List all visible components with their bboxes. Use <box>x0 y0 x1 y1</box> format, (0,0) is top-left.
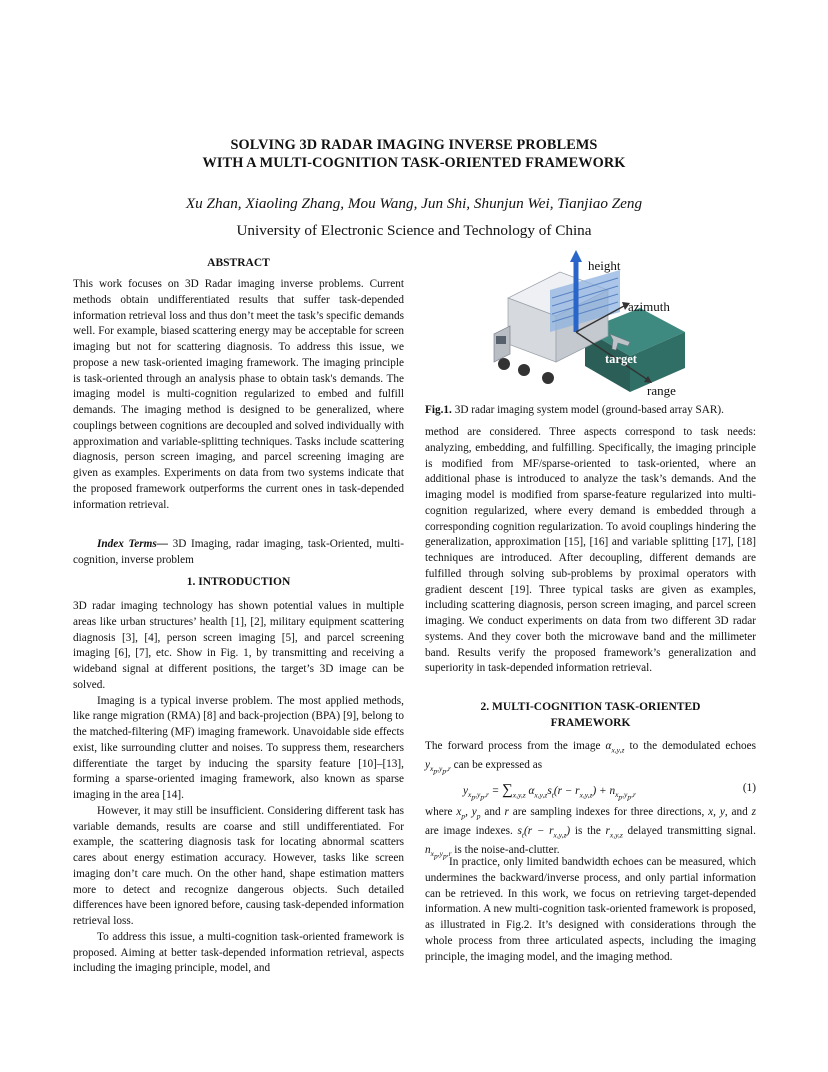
s2p2-part-d: , and <box>724 806 752 818</box>
title-line-1: SOLVING 3D RADAR IMAGING INVERSE PROBLEMS <box>230 137 598 153</box>
equation-1-number: (1) <box>742 782 756 794</box>
radar-system-illustration <box>490 250 690 398</box>
section-2-heading-line-1: 2. MULTI-COGNITION TASK-ORIENTED <box>480 701 701 713</box>
author-list: Xu Zhan, Xiaoling Zhang, Mou Wang, Jun Shi, Shunjun Wei, Tianjiao Zeng <box>185 195 643 212</box>
label-height: height <box>588 258 621 273</box>
abstract-text: This work focuses on 3D Radar imaging inverse problems. Current methods obtain undifferentiated results that suffer task-depended information retrieval loss and thus don’t meet the task’s specific demands well. For example, biased scattering energy may be acceptable for screen imaging but not for scattering diagnosis. To address this issue, we propose a new task-oriented imaging framework. The imaging principle is task-oriented through an analysis phase to obtain task's demands. The imaging model is multi-cognition regularized to embed and fulfill demands. The imaging method is designed to be generalized, where couplings between cognitions are decoupled and solved individually with approximation and variable-splitting techniques. Tasks include scattering diagnosis, person screen imaging, and parcel screening imaging are given as examples. Experiments on data from two systems indicate that the proposed framework outperforms the current ones in task-depended information retrieval. <box>73 278 404 511</box>
s2p2-part-f: is the <box>570 825 606 837</box>
s2p1-part-b: to the demodulated echoes <box>624 740 756 752</box>
s2p2-part-e: are image indexes. <box>425 825 518 837</box>
s2p3-text: In practice, only limited bandwidth echoes can be measured, which undermines the backward/inverse process, and only partial information can be retrieved. In this work, we focus on retrieving target-depended information. A new multi-cognition task-oriented framework is proposed, as illustrated in Fig.2. It’s designed with considerations through the whole process from three articulated aspects, including the imaging principle, the imaging model, and the imaging method. <box>425 856 756 963</box>
math-xp-yp: $x_p$, $y_p$ <box>456 806 481 821</box>
paper-title <box>0 136 828 172</box>
intro-paragraph-3: However, it may still be insufficient. Considering different task has variable demands, results are coarse and still undifferentiated. For example, the scattering diagnosis task for locating abnormal scatters cares about energy estimation accuracy. However, tasks like screen imaging don’t care much. On the other hand, shape estimation matters more to detect and recognize dangerous objects. Such detailed differences have been ignored before, causing task-depended information retrieval loss. <box>73 804 404 927</box>
label-target: target <box>605 352 637 366</box>
intro-paragraph-1: 3D radar imaging technology has shown potential values in multiple areas like urban structures’ health [1], [2], military equipment scattering diagnosis [3], [4], person screen imaging [5], and parcel screening imaging [6], [7], etc. Show in Fig. 1, by transmitting and receiving a wideband signal at different positions, the target’s 3D image can be solved. <box>73 600 404 691</box>
section-2-heading-line-2: FRAMEWORK <box>550 716 631 729</box>
intro-paragraph-5: method are considered. Three aspects correspond to task needs: analyzing, embedding, and fulfilling. Specifically, the imaging principle is modified from MF/sparse-oriented to task-oriented, where an additional phase is introduced to analyze the task’s demands. And the imaging model is modified from sparse-feature regularized into multi-cognition regularized, where every demand is embedded through a corresponding cognition regularization. To avoid couplings hindering the generalization, approximation [15], [16] and variable splitting [17], [18] techniques are introduced. After decoupling, different demands are fulfilled through solving sub-problems by proximal operators with gradient descent [19]. Three typical tasks are given as examples, including scattering diagnosis, person screen imaging, and parcel screen imaging. We conduct experiments on data from two different 3D radar systems. And they cover both the microwave band and the millimeter band. Results verify the proposed framework’s generalization and superiority in task-depended information retrieval. <box>425 426 756 675</box>
section-2-heading <box>425 700 756 732</box>
math-r: r <box>504 806 509 818</box>
section-2-paragraph-3 <box>425 855 756 965</box>
section-1-heading: 1. INTRODUCTION <box>186 576 291 588</box>
s2p2-part-h: is the noise-and-clutter. <box>451 844 560 856</box>
index-terms-text: 3D Imaging, radar imaging, task-Oriented, multi-cognition, inverse problem <box>73 538 404 566</box>
equation-1-expression: $y_{x_p,y_p,r} = \sum_{x,y,z}$ $\alpha_{x,y,z}s_t(r - r_{x,y,z}) + n_{x_p,y_p,r}$ <box>463 782 636 802</box>
intro-paragraph-2: Imaging is a typical inverse problem. The most applied methods, like range migration (RMA) [8] and back-projection (BPA) [9], belong to the matched-filtering (MF) imaging framework. Unavoidable side effects exist, like surrounding clutter and noises. To suppress them, researchers differentiate the target by inducing the sparsity feature [10]–[13], forming a sparse-oriented imaging framework, also known as sparse imaging in the area [14]. <box>73 694 404 801</box>
introduction-body <box>73 599 404 977</box>
intro-paragraph-4: To address this issue, a multi-cognition task-oriented framework is proposed. Aiming at better task-depended information retrieval, aspects including the imaging principle, model, and <box>73 930 404 975</box>
figure-1-caption-text: 3D radar imaging system model (ground-based array SAR). <box>451 404 724 416</box>
s2p1-part-c: can be expressed as <box>450 759 543 771</box>
math-rxyz: $r_{x,y,z}$ <box>605 825 623 840</box>
math-y-echo: $y_{x_p,y_p,r}$ <box>425 759 451 776</box>
math-noise: $n_{x_p,y_p,r}$ <box>425 844 452 861</box>
math-z: z <box>751 806 756 818</box>
figure-1-caption <box>425 403 765 418</box>
right-column-intro-cont <box>425 425 756 677</box>
math-alpha-xyz: $\alpha_{x,y,z}$ <box>605 740 625 755</box>
label-range: range <box>647 383 676 398</box>
equation-1 <box>425 780 756 804</box>
s2p2-part-b: and <box>480 806 505 818</box>
abstract-heading: ABSTRACT <box>207 257 270 269</box>
s2p2-part-g: delayed transmitting signal. <box>622 825 756 837</box>
title-line-2: WITH A MULTI-COGNITION TASK-ORIENTED FRAMEWORK <box>202 155 626 171</box>
affiliation: University of Electronic Science and Technology of China <box>236 222 592 239</box>
label-azimuth: azimuth <box>628 299 670 314</box>
figure-1-caption-label: Fig.1. <box>425 404 452 416</box>
s2p1-part-a: The forward process from the image <box>425 740 606 752</box>
index-terms <box>73 537 404 569</box>
s2p2-part-c: are sampling indexes for three directions, <box>508 806 709 818</box>
math-x-y: x, y <box>708 806 725 818</box>
index-terms-label: Index Terms— <box>97 538 169 550</box>
s2p2-part-a: where <box>425 806 457 818</box>
abstract-body <box>73 277 404 513</box>
section-2-paragraph-1 <box>425 739 756 780</box>
math-st: $s_t(r - r_{x,y,z})$ <box>517 825 571 840</box>
figure-1 <box>490 250 690 398</box>
